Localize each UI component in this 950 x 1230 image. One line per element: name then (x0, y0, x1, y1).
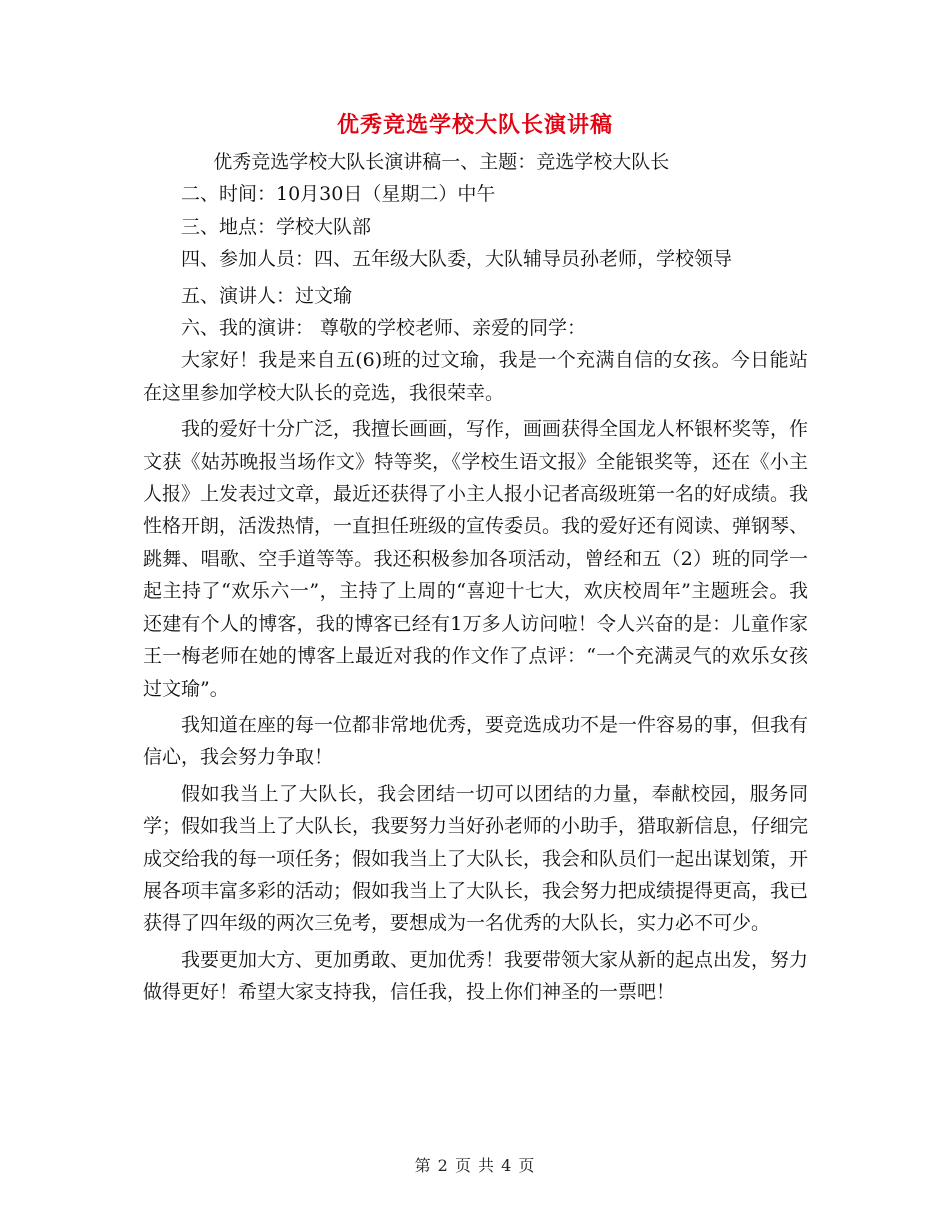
paragraph-closing: 我要更加大方、更加勇敢、更加优秀！我要带领大家从新的起点出发，努力做得更好！希望大家支持我，信任我，投上你们神圣的一票吧！ (143, 948, 809, 1004)
paragraph-time: 二、时间：10月30日（星期二）中午 (181, 183, 496, 206)
paragraph-speaker: 五、演讲人：过文瑜 (181, 284, 353, 307)
paragraph-topic: 优秀竞选学校大队长演讲稿一、主题：竞选学校大队长 (213, 151, 670, 173)
paragraph-greeting: 大家好！我是来自五(6)班的过文瑜，我是一个充满自信的女孩。今日能站在这里参加学校大队长的竞选，我很荣幸。 (143, 349, 808, 404)
page-footer: 第 2 页 共 4 页 (414, 1156, 536, 1175)
paragraph-hobbies: 我的爱好十分广泛，我擅长画画，写作，画画获得全国龙人杯银杯奖等，作文获《姑苏晚报当场作文》特等奖，《学校生语文报》全能银奖等，还在《小主人报》上发表过文章，最近还获得了小主人报小记者高级班第一名的好成绩。我性格开朗，活泼热情，一直担任班级的宣传委员。我的爱好还有阅读、弹钢琴、跳舞、唱歌、空手道等等。我还积极参加各项活动，曾经和五（2）班的同学一起主持了“欢乐六一”，主持了上周的“喜迎十七大，欢庆校周年”主题班会。我还建有个人的博客，我的博客已经有1万多人访问啦！令人兴奋的是：儿童作家王一梅老师在她的博客上最近对我的作文作了点评：“一个充满灵气的欢乐女孩过文瑜”。 (143, 418, 809, 700)
paragraph-participants: 四、参加人员：四、五年级大队委，大队辅导员孙老师，学校领导 (181, 248, 733, 271)
paragraph-confidence: 我知道在座的每一位都非常地优秀，要竞选成功不是一件容易的事，但我有信心，我会努力争取！ (143, 713, 809, 769)
paragraph-promises: 假如我当上了大队长，我会团结一切可以团结的力量，奉献校园，服务同学；假如我当上了大队长，我要努力当好孙老师的小助手，猎取新信息，仔细完成交给我的每一项任务；假如我当上了大队长，我会和队员们一起出谋划策，开展各项丰富多彩的活动；假如我当上了大队长，我会努力把成绩提得更高，我已获得了四年级的两次三免考，要想成为一名优秀的大队长，实力必不可少。 (143, 782, 809, 935)
document-title: 优秀竞选学校大队长演讲稿 (336, 112, 613, 138)
paragraph-location: 三、地点：学校大队部 (181, 215, 372, 238)
paragraph-speech-intro: 六、我的演讲： 尊敬的学校老师、亲爱的同学： (181, 317, 587, 340)
document-body (143, 146, 808, 1009)
